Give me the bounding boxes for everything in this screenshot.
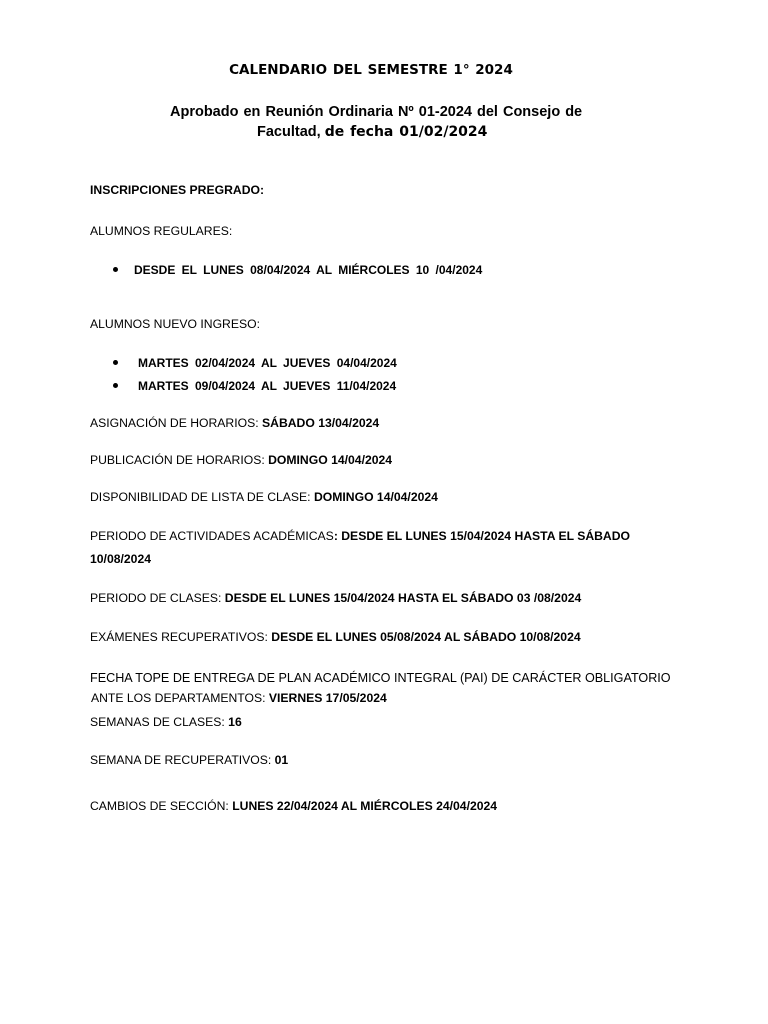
semanas-clases-value: 16 bbox=[228, 715, 242, 729]
fecha-tope-line-2 bbox=[91, 691, 387, 705]
periodo-actividades-value: : DESDE EL LUNES 15/04/2024 HASTA EL SÁBADO bbox=[333, 529, 631, 543]
publicacion-line bbox=[90, 453, 392, 467]
approval-line-2 bbox=[257, 124, 487, 140]
cambios-seccion-label: CAMBIOS DE SECCIÓN: bbox=[90, 799, 233, 813]
periodo-clases-line bbox=[90, 591, 581, 605]
periodo-actividades-line bbox=[90, 529, 630, 543]
inscripciones-heading: INSCRIPCIONES PREGRADO: bbox=[90, 183, 265, 197]
publicacion-value: DOMINGO 14/04/2024 bbox=[268, 453, 393, 467]
periodo-clases-label: PERIODO DE CLASES: bbox=[90, 591, 225, 605]
examenes-label: EXÁMENES RECUPERATIVOS: bbox=[90, 630, 272, 644]
list-item bbox=[113, 379, 396, 393]
bullet-icon bbox=[113, 267, 118, 272]
bullet-icon bbox=[113, 360, 118, 365]
semanas-clases-label: SEMANAS DE CLASES: bbox=[90, 715, 229, 729]
list-item-text: MARTES 02/04/2024 AL JUEVES 04/04/2024 bbox=[138, 356, 397, 370]
approval-date: de fecha 01/02/2024 bbox=[324, 124, 488, 140]
disponibilidad-value: DOMINGO 14/04/2024 bbox=[313, 490, 438, 504]
examenes-value: DESDE EL LUNES 05/08/2024 AL SÁBADO 10/08/2024 bbox=[271, 630, 581, 644]
asignacion-value: SÁBADO 13/04/2024 bbox=[262, 416, 380, 430]
fecha-tope-line-1: FECHA TOPE DE ENTREGA DE PLAN ACADÉMICO INTEGRAL (PAI) DE CARÁCTER OBLIGATORIO bbox=[90, 671, 671, 685]
semana-recuperativos-value: 01 bbox=[274, 753, 289, 767]
approval-line-1: Aprobado en Reunión Ordinaria Nº 01-2024 del Consejo de bbox=[170, 104, 583, 120]
alumnos-regulares-label: ALUMNOS REGULARES: bbox=[90, 224, 233, 238]
semanas-clases-line bbox=[90, 715, 242, 729]
list-item-text: DESDE EL LUNES 08/04/2024 AL MIÉRCOLES 10 /04/2024 bbox=[134, 263, 483, 277]
asignacion-line bbox=[90, 416, 379, 430]
asignacion-label: ASIGNACIÓN DE HORARIOS: bbox=[90, 416, 263, 430]
disponibilidad-line bbox=[90, 490, 438, 504]
fecha-tope-value: VIERNES 17/05/2024 bbox=[268, 691, 387, 705]
periodo-actividades-line-2 bbox=[90, 552, 151, 566]
disponibilidad-label: DISPONIBILIDAD DE LISTA DE CLASE: bbox=[90, 490, 314, 504]
examenes-line bbox=[90, 630, 581, 644]
cambios-seccion-line bbox=[90, 799, 497, 813]
list-item bbox=[113, 356, 397, 370]
list-item bbox=[113, 263, 482, 277]
cambios-seccion-value: LUNES 22/04/2024 AL MIÉRCOLES 24/04/2024 bbox=[232, 799, 498, 813]
periodo-actividades-value-2: 10/08/2024 bbox=[90, 552, 151, 566]
approval-line-2-prefix: Facultad, bbox=[257, 124, 325, 140]
semana-recuperativos-label: SEMANA DE RECUPERATIVOS: bbox=[90, 753, 275, 767]
bullet-icon bbox=[113, 383, 118, 388]
document-title: CALENDARIO DEL SEMESTRE 1° 2024 bbox=[229, 62, 513, 78]
publicacion-label: PUBLICACIÓN DE HORARIOS: bbox=[90, 453, 269, 467]
periodo-clases-value: DESDE EL LUNES 15/04/2024 HASTA EL SÁBADO 03 /08/2024 bbox=[224, 591, 582, 605]
semana-recuperativos-line bbox=[90, 753, 288, 767]
list-item-text: MARTES 09/04/2024 AL JUEVES 11/04/2024 bbox=[138, 379, 397, 393]
fecha-tope-label: ANTE LOS DEPARTAMENTOS: bbox=[91, 691, 269, 705]
periodo-actividades-label: PERIODO DE ACTIVIDADES ACADÉMICAS bbox=[90, 529, 334, 543]
alumnos-nuevo-label: ALUMNOS NUEVO INGRESO: bbox=[90, 317, 260, 331]
